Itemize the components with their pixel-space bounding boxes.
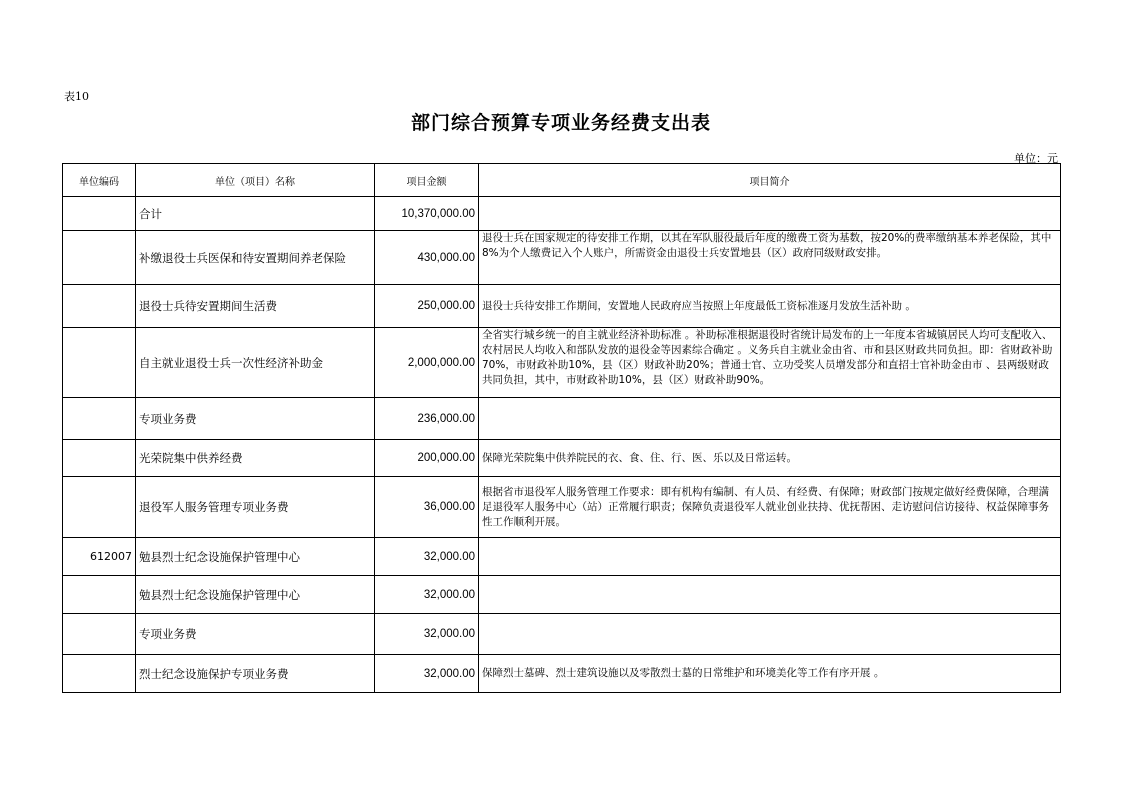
unit-code: [63, 440, 136, 477]
item-amount: 32,000.00: [375, 614, 479, 655]
unit-label: 单位：元: [1014, 152, 1058, 165]
item-name: 补缴退役士兵医保和待安置期间养老保险: [136, 231, 375, 285]
item-amount: 430,000.00: [375, 231, 479, 285]
item-amount: 32,000.00: [375, 538, 479, 576]
item-amount: 32,000.00: [375, 655, 479, 693]
item-description: [479, 576, 1061, 614]
table-row: [63, 197, 1061, 231]
item-description: 全省实行城乡统一的自主就业经济补助标准 。补助标准根据退役时省统计局发布的上一年度本省城镇居民人均可支配收入、农村居民人均收入和部队发放的退役金等因素综合确定 。义务兵自主就业金由省、市和县区财政共同负担。即：省财政补助70%，市财政补助10%，县（区）财政补助20%；普通士官、立功受奖人员增发部分和直招士官补助金由市 、县两级财政共同负担，其中，市财政补助10%，县（区）财政补助90%。: [479, 328, 1061, 398]
table-row: [63, 398, 1061, 440]
table-row: [63, 614, 1061, 655]
table-row: [63, 538, 1061, 576]
item-amount: 32,000.00: [375, 576, 479, 614]
item-name: 烈士纪念设施保护专项业务费: [136, 655, 375, 693]
item-amount: 236,000.00: [375, 398, 479, 440]
column-header-desc: 项目简介: [479, 164, 1061, 197]
unit-code: [63, 576, 136, 614]
table-row: [63, 231, 1061, 285]
table-row: [63, 655, 1061, 693]
column-header-amount: 项目金额: [375, 164, 479, 197]
item-amount: 250,000.00: [375, 285, 479, 328]
item-name: 勉县烈士纪念设施保护管理中心: [136, 538, 375, 576]
item-description: 根据省市退役军人服务管理工作要求：即有机构有编制、有人员、有经费、有保障；财政部门按规定做好经费保障，合理满足退役军人服务中心（站）正常履行职责；保障负责退役军人就业创业扶持、优抚帮困、走访慰问信访接待、权益保障事务性工作顺利开展。: [479, 477, 1061, 538]
budget-table: [62, 163, 1061, 693]
item-amount: 10,370,000.00: [375, 197, 479, 231]
unit-code: [63, 477, 136, 538]
unit-code: [63, 285, 136, 328]
unit-code: 612007: [63, 538, 136, 576]
item-description: 退役士兵待安排工作期间，安置地人民政府应当按照上年度最低工资标准逐月发放生活补助 。: [479, 285, 1061, 328]
item-name: 光荣院集中供养经费: [136, 440, 375, 477]
item-description: 保障光荣院集中供养院民的衣、食、住、行、医、乐以及日常运转。: [479, 440, 1061, 477]
item-description: 退役士兵在国家规定的待安排工作期，以其在军队服役最后年度的缴费工资为基数，按20%的费率缴纳基本养老保险，其中8%为个人缴费记入个人账户，所需资金由退役士兵安置地县（区）政府同级财政安排。: [479, 231, 1061, 285]
item-amount: 2,000,000.00: [375, 328, 479, 398]
item-description: [479, 538, 1061, 576]
unit-code: [63, 231, 136, 285]
table-row: [63, 285, 1061, 328]
item-description: 保障烈士墓碑、烈士建筑设施以及零散烈士墓的日常维护和环境美化等工作有序开展 。: [479, 655, 1061, 693]
item-amount: 36,000.00: [375, 477, 479, 538]
item-name: 自主就业退役士兵一次性经济补助金: [136, 328, 375, 398]
table-row: [63, 328, 1061, 398]
unit-code: [63, 197, 136, 231]
table-number: 表10: [64, 90, 89, 103]
item-name: 退役士兵待安置期间生活费: [136, 285, 375, 328]
item-description: [479, 398, 1061, 440]
item-name: 退役军人服务管理专项业务费: [136, 477, 375, 538]
column-header-name: 单位（项目）名称: [136, 164, 375, 197]
item-name: 专项业务费: [136, 614, 375, 655]
column-header-code: 单位编码: [63, 164, 136, 197]
table-row: [63, 477, 1061, 538]
item-name: 合计: [136, 197, 375, 231]
unit-code: [63, 655, 136, 693]
item-description: [479, 197, 1061, 231]
header-row: [63, 164, 1061, 197]
unit-code: [63, 614, 136, 655]
table-row: [63, 440, 1061, 477]
unit-code: [63, 398, 136, 440]
item-amount: 200,000.00: [375, 440, 479, 477]
item-name: 勉县烈士纪念设施保护管理中心: [136, 576, 375, 614]
table-row: [63, 576, 1061, 614]
item-description: [479, 614, 1061, 655]
item-name: 专项业务费: [136, 398, 375, 440]
page-title: 部门综合预算专项业务经费支出表: [410, 112, 711, 134]
unit-code: [63, 328, 136, 398]
